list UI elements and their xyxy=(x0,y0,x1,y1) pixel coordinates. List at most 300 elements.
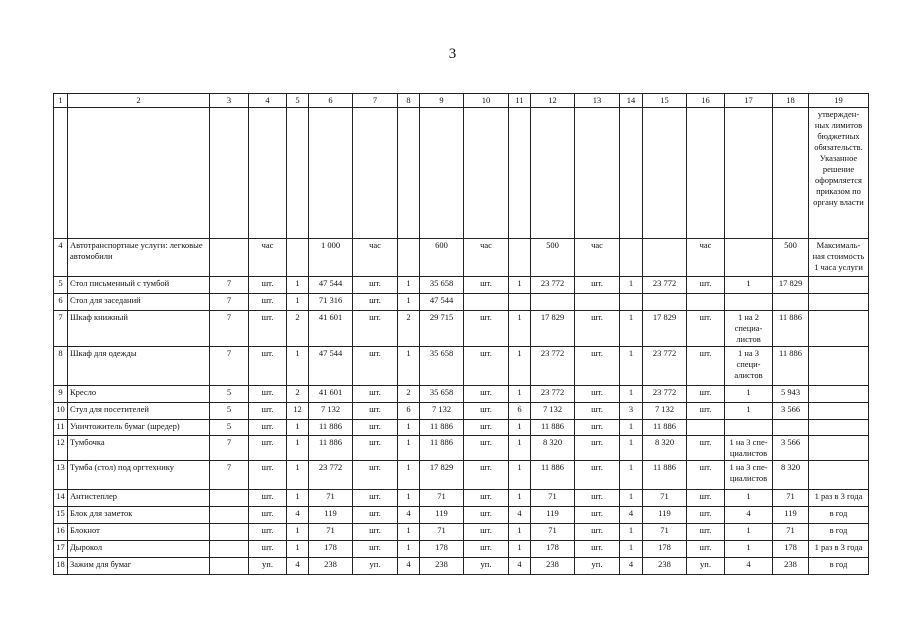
table-cell: шт. xyxy=(687,541,725,558)
empty-cell xyxy=(420,108,464,239)
table-cell xyxy=(210,524,249,541)
table-cell: 5 xyxy=(210,386,249,403)
table-cell: уп. xyxy=(687,558,725,575)
table-cell: 17 829 xyxy=(643,311,687,347)
table-cell: 18 xyxy=(54,558,68,575)
table-cell: 1 xyxy=(287,541,309,558)
table-cell: 11 886 xyxy=(420,420,464,436)
table-cell: 71 xyxy=(309,490,353,507)
table-cell: шт. xyxy=(249,347,287,386)
table-cell: 12 xyxy=(54,436,68,461)
table-cell: шт. xyxy=(353,507,398,524)
table-cell: 1 xyxy=(398,277,420,294)
header-cell: 5 xyxy=(287,94,309,108)
table-cell: 35 658 xyxy=(420,277,464,294)
table-cell xyxy=(725,420,773,436)
table-cell xyxy=(643,294,687,311)
header-cell: 17 xyxy=(725,94,773,108)
table-row xyxy=(54,461,869,490)
table-cell: 1 xyxy=(725,277,773,294)
table-cell xyxy=(464,294,509,311)
header-cell: 4 xyxy=(249,94,287,108)
table-cell: шт. xyxy=(575,524,620,541)
table-cell: 4 xyxy=(54,239,68,277)
table-cell: 238 xyxy=(773,558,809,575)
table-cell: 5 xyxy=(210,420,249,436)
table-cell: час xyxy=(249,239,287,277)
item-name-cell: Кресло xyxy=(68,386,210,403)
table-cell: час xyxy=(464,239,509,277)
table-cell: 41 601 xyxy=(309,311,353,347)
empty-cell xyxy=(398,108,420,239)
table-cell: 17 829 xyxy=(773,277,809,294)
table-cell: 7 xyxy=(210,436,249,461)
table-cell: шт. xyxy=(687,507,725,524)
table-cell: 500 xyxy=(531,239,575,277)
table-cell: 1 xyxy=(287,420,309,436)
table-cell: шт. xyxy=(687,461,725,490)
table-cell: 4 xyxy=(398,558,420,575)
table-cell: 7 132 xyxy=(531,403,575,420)
table-cell: шт. xyxy=(249,311,287,347)
page-number: 3 xyxy=(448,46,457,62)
table-cell xyxy=(210,558,249,575)
table-cell: 1 xyxy=(398,524,420,541)
table-cell: 5 xyxy=(54,277,68,294)
table-cell: 71 xyxy=(420,490,464,507)
empty-cell xyxy=(249,108,287,239)
table-cell xyxy=(809,311,869,347)
table-cell: шт. xyxy=(575,277,620,294)
table-cell: 1 xyxy=(620,386,643,403)
table-cell: 119 xyxy=(420,507,464,524)
empty-cell xyxy=(68,108,210,239)
table-cell: шт. xyxy=(353,294,398,311)
table-cell: шт. xyxy=(249,277,287,294)
table-cell: шт. xyxy=(353,386,398,403)
table-cell: 1 xyxy=(398,347,420,386)
header-cell: 9 xyxy=(420,94,464,108)
table-cell: шт. xyxy=(575,541,620,558)
table-cell xyxy=(210,490,249,507)
table-cell: 4 xyxy=(287,558,309,575)
table-cell: 1 xyxy=(725,490,773,507)
table-cell: 119 xyxy=(309,507,353,524)
table-cell xyxy=(210,507,249,524)
table-cell: 119 xyxy=(643,507,687,524)
header-cell: 6 xyxy=(309,94,353,108)
table-cell: 7 xyxy=(210,294,249,311)
table-cell xyxy=(725,239,773,277)
table-cell: 178 xyxy=(773,541,809,558)
header-cell: 19 xyxy=(809,94,869,108)
table-cell: 11 886 xyxy=(773,347,809,386)
table-cell: 1 xyxy=(398,490,420,507)
table-cell: шт. xyxy=(575,403,620,420)
table-cell: шт. xyxy=(353,524,398,541)
table-cell: 12 xyxy=(287,403,309,420)
table-cell: 238 xyxy=(531,558,575,575)
empty-cell xyxy=(210,108,249,239)
table-cell: 71 xyxy=(643,524,687,541)
table-cell: 8 xyxy=(54,347,68,386)
table-cell: 1 xyxy=(620,524,643,541)
table-cell: 1 xyxy=(398,436,420,461)
table-cell: 41 601 xyxy=(309,386,353,403)
table-cell: 238 xyxy=(643,558,687,575)
table-cell: 4 xyxy=(725,558,773,575)
table-cell: шт. xyxy=(687,311,725,347)
header-cell: 15 xyxy=(643,94,687,108)
table-cell: 11 xyxy=(54,420,68,436)
table-row xyxy=(54,558,869,575)
table-cell: шт. xyxy=(464,386,509,403)
table-cell: 11 886 xyxy=(420,436,464,461)
table-cell: 11 886 xyxy=(643,461,687,490)
table-cell: 178 xyxy=(420,541,464,558)
table-cell: 23 772 xyxy=(309,461,353,490)
table-cell xyxy=(687,420,725,436)
table-cell: 1 xyxy=(620,490,643,507)
table-cell: в год xyxy=(809,558,869,575)
table-cell: 1 xyxy=(398,294,420,311)
table-cell: шт. xyxy=(249,461,287,490)
table-cell: шт. xyxy=(249,386,287,403)
table-cell: 4 xyxy=(287,507,309,524)
header-cell: 3 xyxy=(210,94,249,108)
table-cell: 23 772 xyxy=(643,347,687,386)
table-cell: 1 xyxy=(287,294,309,311)
table-cell: 71 xyxy=(773,524,809,541)
table-cell: 1 xyxy=(509,524,531,541)
table-cell: шт. xyxy=(249,524,287,541)
table-cell: 7 xyxy=(210,277,249,294)
table-cell: 7 xyxy=(210,461,249,490)
table-cell: 35 658 xyxy=(420,386,464,403)
table-cell: 119 xyxy=(773,507,809,524)
table-cell: шт. xyxy=(353,490,398,507)
item-name-cell: Блокнот xyxy=(68,524,210,541)
table-row xyxy=(54,311,869,347)
table-cell: шт. xyxy=(687,490,725,507)
item-name-cell: Стул для посетителей xyxy=(68,403,210,420)
table-cell: 11 886 xyxy=(309,420,353,436)
table-cell: 8 320 xyxy=(773,461,809,490)
table-cell: 17 829 xyxy=(420,461,464,490)
empty-cell xyxy=(353,108,398,239)
table-cell: 1 xyxy=(509,347,531,386)
table-cell: 23 772 xyxy=(531,277,575,294)
table-cell: 17 829 xyxy=(531,311,575,347)
table-cell xyxy=(687,294,725,311)
table-cell: шт. xyxy=(464,311,509,347)
table-cell: 1 xyxy=(725,386,773,403)
table-cell: шт. xyxy=(249,541,287,558)
table-row xyxy=(54,386,869,403)
note-cell: утвержден-ных лимитов бюджетных обязательств. Указанное решение оформляется приказом по органу власти xyxy=(809,108,869,239)
table-cell: 119 xyxy=(531,507,575,524)
table-cell: в год xyxy=(809,507,869,524)
table-cell: 1 xyxy=(509,490,531,507)
table-cell: 23 772 xyxy=(531,386,575,403)
table-cell xyxy=(620,239,643,277)
table-cell: 1 xyxy=(620,277,643,294)
norms-table xyxy=(53,93,869,575)
table-cell: 16 xyxy=(54,524,68,541)
table-cell: 1 xyxy=(287,277,309,294)
header-cell: 14 xyxy=(620,94,643,108)
table-cell xyxy=(725,294,773,311)
item-name-cell: Антистеплер xyxy=(68,490,210,507)
table-cell: шт. xyxy=(687,403,725,420)
table-cell: час xyxy=(687,239,725,277)
table-cell: 11 886 xyxy=(309,436,353,461)
table-cell: 238 xyxy=(309,558,353,575)
table-cell: 71 xyxy=(531,524,575,541)
table-cell: 1 xyxy=(509,461,531,490)
table-cell: 4 xyxy=(509,507,531,524)
item-name-cell: Уничтожитель бумаг (шредер) xyxy=(68,420,210,436)
table-cell: шт. xyxy=(353,436,398,461)
table-cell: шт. xyxy=(249,294,287,311)
empty-cell xyxy=(287,108,309,239)
table-cell: 1 xyxy=(725,541,773,558)
item-name-cell: Дырокол xyxy=(68,541,210,558)
table-cell: 29 715 xyxy=(420,311,464,347)
table-cell: 7 xyxy=(54,311,68,347)
table-cell: 6 xyxy=(509,403,531,420)
table-row xyxy=(54,490,869,507)
table-cell: шт. xyxy=(575,420,620,436)
empty-cell xyxy=(620,108,643,239)
table-cell: 3 xyxy=(620,403,643,420)
table-cell: шт. xyxy=(687,277,725,294)
table-cell: шт. xyxy=(687,436,725,461)
table-cell: 7 xyxy=(210,311,249,347)
table-row xyxy=(54,436,869,461)
table-cell: 1 раз в 3 года xyxy=(809,490,869,507)
table-row xyxy=(54,541,869,558)
table-cell: 47 544 xyxy=(420,294,464,311)
table-row xyxy=(54,507,869,524)
table-cell xyxy=(809,277,869,294)
note-row xyxy=(54,108,869,239)
table-cell: 2 xyxy=(398,311,420,347)
table-cell: 11 886 xyxy=(643,420,687,436)
table-cell xyxy=(773,294,809,311)
table-cell: 71 xyxy=(773,490,809,507)
table-cell: шт. xyxy=(687,524,725,541)
table-cell xyxy=(809,386,869,403)
table-cell: 15 xyxy=(54,507,68,524)
empty-cell xyxy=(309,108,353,239)
table-cell: 23 772 xyxy=(643,277,687,294)
table-cell xyxy=(398,239,420,277)
table-cell: шт. xyxy=(575,507,620,524)
header-row xyxy=(54,94,869,108)
table-cell: 4 xyxy=(398,507,420,524)
table-cell: 7 132 xyxy=(420,403,464,420)
table-cell: час xyxy=(353,239,398,277)
table-cell: 1 xyxy=(287,490,309,507)
empty-cell xyxy=(773,108,809,239)
table-cell: 1 xyxy=(287,524,309,541)
table-cell: 11 886 xyxy=(531,461,575,490)
table-cell: 1 xyxy=(509,386,531,403)
table-cell: шт. xyxy=(464,403,509,420)
table-cell: шт. xyxy=(353,347,398,386)
empty-cell xyxy=(725,108,773,239)
table-cell: 8 320 xyxy=(643,436,687,461)
table-cell: шт. xyxy=(353,461,398,490)
table-cell: 5 943 xyxy=(773,386,809,403)
table-cell: шт. xyxy=(249,436,287,461)
table-cell xyxy=(809,294,869,311)
table-cell: 1 xyxy=(398,461,420,490)
header-cell: 1 xyxy=(54,94,68,108)
table-cell: 1 на 3 спе-циалистов xyxy=(725,461,773,490)
table-cell: 71 xyxy=(309,524,353,541)
table-cell: шт. xyxy=(464,490,509,507)
table-cell: уп. xyxy=(249,558,287,575)
table-cell: 13 xyxy=(54,461,68,490)
table-cell: 1 xyxy=(725,403,773,420)
item-name-cell: Тумба (стол) под оргтехнику xyxy=(68,461,210,490)
table-cell: шт. xyxy=(464,524,509,541)
table-cell xyxy=(287,239,309,277)
table-cell: шт. xyxy=(249,507,287,524)
table-cell: шт. xyxy=(353,311,398,347)
table-cell: 11 886 xyxy=(531,420,575,436)
table-cell xyxy=(809,436,869,461)
header-cell: 18 xyxy=(773,94,809,108)
table-cell: 1 xyxy=(725,524,773,541)
table-cell: 1 xyxy=(509,311,531,347)
table-cell: шт. xyxy=(353,403,398,420)
table-cell: шт. xyxy=(575,347,620,386)
table-cell xyxy=(620,294,643,311)
item-name-cell: Зажим для бумаг xyxy=(68,558,210,575)
table-cell: 17 xyxy=(54,541,68,558)
table-cell xyxy=(809,420,869,436)
table-cell xyxy=(809,461,869,490)
item-name-cell: Стол для заседаний xyxy=(68,294,210,311)
table-cell xyxy=(509,294,531,311)
table-cell: 5 xyxy=(210,403,249,420)
table-row xyxy=(54,239,869,277)
table-cell: 1 xyxy=(620,461,643,490)
table-cell: шт. xyxy=(464,541,509,558)
table-cell: 23 772 xyxy=(643,386,687,403)
table-cell: шт. xyxy=(249,420,287,436)
table-cell: 2 xyxy=(287,311,309,347)
table-cell: 47 544 xyxy=(309,277,353,294)
header-cell: 16 xyxy=(687,94,725,108)
item-name-cell: Тумбочка xyxy=(68,436,210,461)
table-cell: 1 xyxy=(509,436,531,461)
table-cell: 71 xyxy=(531,490,575,507)
table-cell: 1 xyxy=(509,277,531,294)
table-cell: 4 xyxy=(509,558,531,575)
table-cell xyxy=(509,239,531,277)
table-cell: 1 xyxy=(287,347,309,386)
table-cell: шт. xyxy=(353,541,398,558)
table-cell: 1 xyxy=(398,541,420,558)
table-cell: 1 xyxy=(620,541,643,558)
header-cell: 13 xyxy=(575,94,620,108)
table-cell: 3 566 xyxy=(773,403,809,420)
table-cell xyxy=(210,239,249,277)
table-cell: 4 xyxy=(725,507,773,524)
table-row xyxy=(54,403,869,420)
table-cell: 8 320 xyxy=(531,436,575,461)
table-cell: шт. xyxy=(464,277,509,294)
table-cell: уп. xyxy=(575,558,620,575)
table-cell: 11 886 xyxy=(773,311,809,347)
table-row xyxy=(54,524,869,541)
table-cell: 1 xyxy=(509,420,531,436)
table-row xyxy=(54,420,869,436)
table-cell: шт. xyxy=(464,420,509,436)
table-cell: шт. xyxy=(464,436,509,461)
empty-cell xyxy=(54,108,68,239)
table-cell: 7 132 xyxy=(309,403,353,420)
table-cell: 1 xyxy=(509,541,531,558)
empty-cell xyxy=(643,108,687,239)
table-cell: 3 566 xyxy=(773,436,809,461)
table-cell: 1 на 2 специа-листов xyxy=(725,311,773,347)
table-cell: 71 316 xyxy=(309,294,353,311)
table-cell: 4 xyxy=(620,507,643,524)
header-cell: 12 xyxy=(531,94,575,108)
table-cell: уп. xyxy=(464,558,509,575)
table-cell: 1 xyxy=(398,420,420,436)
table-row xyxy=(54,277,869,294)
header-cell: 11 xyxy=(509,94,531,108)
table-cell: шт. xyxy=(687,386,725,403)
header-cell: 2 xyxy=(68,94,210,108)
empty-cell xyxy=(464,108,509,239)
table-cell xyxy=(773,420,809,436)
table-cell xyxy=(210,541,249,558)
table-cell: шт. xyxy=(464,347,509,386)
table-cell xyxy=(531,294,575,311)
table-cell: уп. xyxy=(353,558,398,575)
item-name-cell: Шкаф для одежды xyxy=(68,347,210,386)
table-cell: 1 xyxy=(620,311,643,347)
table-cell: шт. xyxy=(575,436,620,461)
table-cell: 35 658 xyxy=(420,347,464,386)
table-cell: 14 xyxy=(54,490,68,507)
table-cell: шт. xyxy=(464,507,509,524)
table-cell: 1 000 xyxy=(309,239,353,277)
table-cell: час xyxy=(575,239,620,277)
table-cell xyxy=(575,294,620,311)
table-cell: шт. xyxy=(575,490,620,507)
table-cell: 23 772 xyxy=(531,347,575,386)
item-name-cell: Шкаф книжный xyxy=(68,311,210,347)
table-cell: 10 xyxy=(54,403,68,420)
table-cell: шт. xyxy=(249,403,287,420)
table-cell: шт. xyxy=(687,347,725,386)
table-cell: шт. xyxy=(353,277,398,294)
item-name-cell: Стол письменный с тумбой xyxy=(68,277,210,294)
table-cell xyxy=(809,347,869,386)
table-cell: 178 xyxy=(643,541,687,558)
table-row xyxy=(54,347,869,386)
table-cell: 178 xyxy=(309,541,353,558)
table-cell: 7 xyxy=(210,347,249,386)
